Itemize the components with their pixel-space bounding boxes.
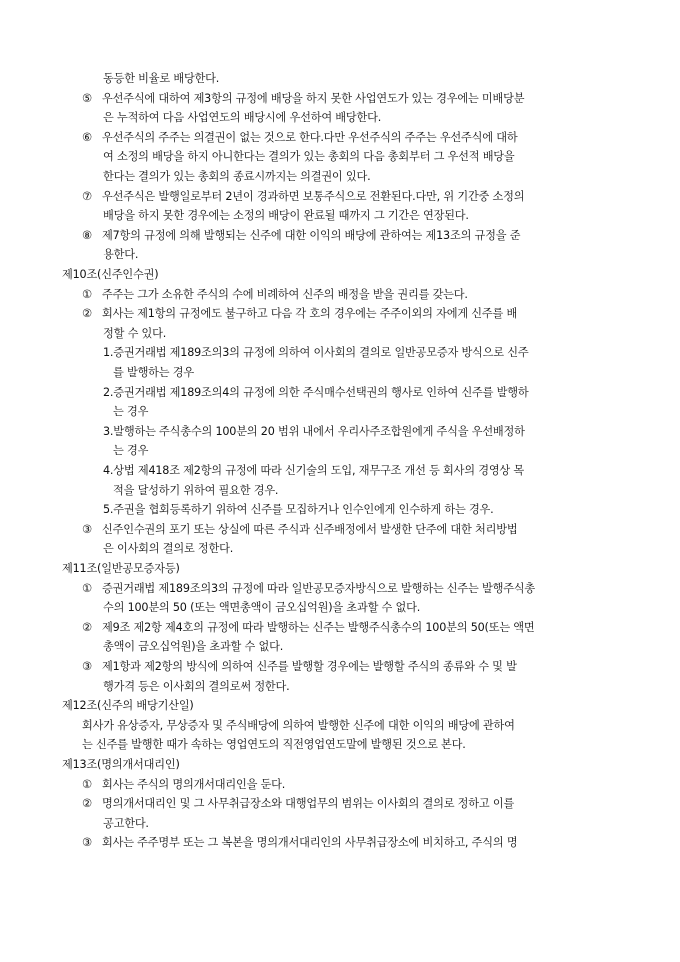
line-text: 회사는 주식의 명의개서대리인을 둔다.	[102, 777, 286, 791]
line-text: 적을 달성하기 위하여 필요한 경우.	[113, 483, 279, 497]
clause-marker: ③	[82, 836, 92, 850]
document-line	[113, 402, 148, 421]
line-text: 제12조(신주의 배당기산일)	[62, 699, 194, 713]
article-heading	[62, 696, 194, 715]
document-line	[103, 69, 219, 88]
line-text: 제1항과 제2항의 방식에 의하여 신주를 발행할 경우에는 발행할 주식의 종류와 수 및 발	[102, 660, 517, 673]
line-text: 는 경우	[113, 444, 149, 458]
document-line	[82, 579, 535, 598]
line-text: 제7항의 규정에 의해 발행되는 신주에 대한 이익의 배당에 관하여는 제13조의 규정을 준	[102, 228, 521, 242]
document-line	[82, 794, 514, 813]
line-text: 용한다.	[103, 248, 139, 262]
line-text: 우선주식에 대하여 제3항의 규정에 배당을 하지 못한 사업연도가 있는 경우에는 미배당분	[102, 91, 525, 105]
document-line	[103, 245, 138, 264]
line-text: 명의개서대리인 및 그 사무취급장소와 대행업무의 범위는 이사회의 결의로 정하고 이를	[102, 797, 515, 811]
line-text: 정할 수 있다.	[103, 326, 167, 340]
document-line	[82, 226, 520, 245]
line-text: 우선주식은 발행일로부터 2년이 경과하면 보통주식으로 전환된다.다만, 위 기간중 소정의	[102, 189, 525, 203]
clause-marker: ③	[82, 660, 92, 673]
document-line	[103, 422, 525, 441]
document-line	[82, 735, 466, 754]
line-text: 한다는 결의가 있는 총회의 종료시까지는 의결권이 있다.	[103, 170, 371, 183]
document-line	[82, 520, 517, 539]
line-text: 주주는 그가 소유한 주식의 수에 비례하여 신주의 배정을 받을 권리를 갖는다.	[102, 287, 468, 301]
line-text: 수의 100분의 50 (또는 액면총액이 금오십억원)을 초과할 수 없다.	[103, 601, 421, 615]
document-line	[103, 324, 166, 343]
document-line	[103, 383, 528, 402]
line-text: 4.상법 제418조 제2항의 규정에 따라 신기술의 도입, 재무구조 개선 등 회사의 경영상 목	[103, 464, 525, 477]
line-text: 증권거래법 제189조의3의 규정에 따라 일반공모증자방식으로 발행하는 신주는 발행주식총	[102, 581, 536, 595]
clause-marker: ③	[82, 522, 92, 536]
line-text: 행가격 등은 이사회의 결의로써 정한다.	[103, 679, 290, 693]
line-text: 공고한다.	[103, 816, 149, 830]
article-heading	[62, 559, 180, 578]
document-line	[103, 598, 420, 617]
document-line	[82, 618, 535, 637]
line-text: 총액이 금오십억원)을 초과할 수 없다.	[103, 640, 284, 654]
line-text: 를 발행하는 경우	[113, 366, 194, 379]
line-text: 회사는 주주명부 또는 그 복본을 명의개서대리인의 사무취급장소에 비치하고, 주식의 명	[102, 836, 518, 850]
line-text: 제11조(일반공모증자등)	[62, 562, 180, 575]
clause-marker: ⑧	[82, 228, 92, 242]
clause-marker: ①	[82, 287, 92, 301]
clause-marker: ①	[82, 777, 92, 791]
document-line	[82, 187, 524, 206]
line-text: 회사는 제1항의 규정에도 불구하고 다음 각 호의 경우에는 주주이외의 자에게 신주를 배	[102, 307, 518, 321]
line-text: 배당을 하지 못한 경우에는 소정의 배당이 완료될 때까지 그 기간은 연장된다.	[103, 209, 469, 223]
line-text: 회사가 유상증자, 무상증자 및 주식배당에 의하여 발행한 신주에 대한 이익의 배당에 관하여	[82, 718, 515, 732]
document-line	[103, 108, 381, 127]
document-line	[103, 539, 233, 558]
document-line	[113, 441, 148, 460]
line-text: 여 소정의 배당을 하지 아니한다는 결의가 있는 총회의 다음 총회부터 그 우선적 배당을	[103, 150, 515, 164]
document-line	[113, 481, 278, 500]
document-line	[103, 343, 528, 362]
line-text: 는 경우	[113, 405, 149, 419]
line-text: 신주인수권의 포기 또는 상실에 따른 주식과 신주배정에서 발생한 단주에 대한 처리방법	[102, 522, 518, 536]
line-text: 제13조(명의개서대리인)	[62, 758, 180, 771]
line-text: 우선주식의 주주는 의결권이 없는 것으로 한다.다만 우선주식의 주주는 우선주식에 대하	[102, 130, 518, 144]
document-line	[103, 677, 290, 696]
document-line	[82, 833, 517, 852]
line-text: 제9조 제2항 제4호의 규정에 따라 발행하는 신주는 발행주식총수의 100분의 50(또는 액면	[102, 620, 535, 634]
line-text: 1.증권거래법 제189조의3의 규정에 의하여 이사회의 결의로 일반공모증자 방식으로 신주	[103, 346, 529, 360]
line-text: 은 누적하여 다음 사업연도의 배당시에 우선하여 배당한다.	[103, 111, 382, 125]
clause-marker: ②	[82, 620, 92, 634]
document-line	[82, 716, 515, 735]
line-text: 5.주권을 협회등록하기 위하여 신주를 모집하거나 인수인에게 인수하게 하는 경우.	[103, 503, 494, 517]
clause-marker: ②	[82, 307, 92, 321]
line-text: 은 이사회의 결의로 정한다.	[103, 542, 234, 556]
document-line	[103, 637, 283, 656]
document-line	[103, 147, 515, 166]
document-line	[82, 304, 517, 323]
line-text: 는 신주를 발행한 때가 속하는 영업연도의 직전영업연도말에 발행된 것으로 본다.	[82, 738, 466, 752]
article-heading	[62, 265, 158, 284]
line-text: 2.증권거래법 제189조의4의 규정에 의한 주식매수선택권의 행사로 인하여 신주를 발행하	[103, 385, 529, 399]
clause-marker: ⑥	[82, 130, 92, 144]
line-text: 제10조(신주인수권)	[62, 268, 159, 281]
article-heading	[62, 755, 180, 774]
clause-marker: ⑦	[82, 189, 92, 203]
line-text: 동등한 비율로 배당한다.	[103, 72, 220, 85]
document-line	[113, 363, 194, 382]
document-line	[103, 814, 149, 833]
clause-marker: ⑤	[82, 91, 92, 105]
document-line	[103, 461, 524, 480]
clause-marker: ②	[82, 797, 92, 811]
document-line	[82, 657, 517, 676]
document-line	[82, 128, 517, 147]
document-line	[103, 167, 370, 186]
document-line	[103, 500, 494, 519]
line-text: 3.발행하는 주식총수의 100분의 20 범위 내에서 우리사주조합원에게 주식을 우선배정하	[103, 424, 525, 438]
document-line	[82, 285, 468, 304]
document-line	[82, 89, 524, 108]
document-line	[103, 206, 469, 225]
clause-marker: ①	[82, 581, 92, 595]
document-line	[82, 775, 285, 794]
